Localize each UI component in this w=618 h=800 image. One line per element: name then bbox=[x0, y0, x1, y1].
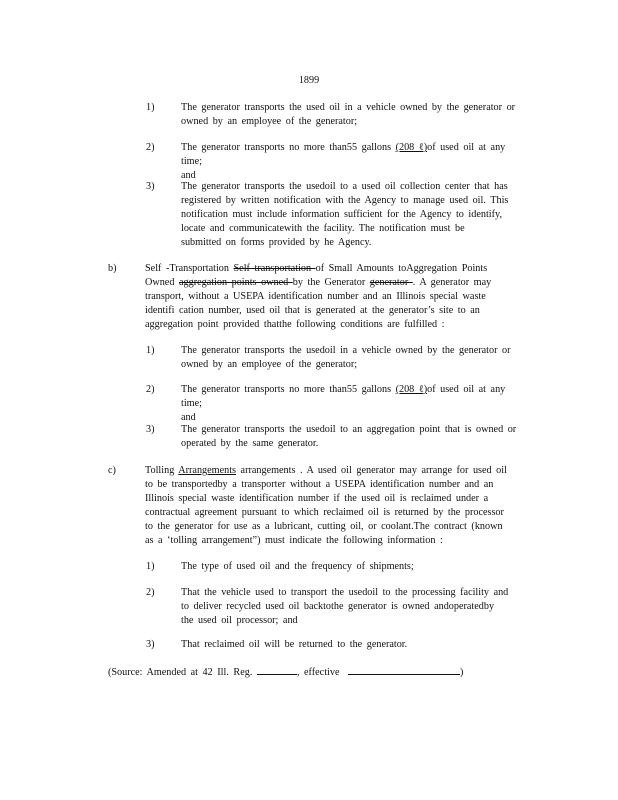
subsection-text: transport, without a USEPA identification number and an Illinois special waste bbox=[145, 291, 486, 302]
item-text: That reclaimed oil will be returned to the generator. bbox=[181, 639, 408, 650]
source-text: (Source: Amended at 42 Ill. Reg. , effective ) bbox=[108, 664, 463, 680]
item-text: locate and communicatewith the facility. The notification must be bbox=[181, 223, 465, 234]
subsection-text: to be transportedby a transporter without a USEPA identification number and an bbox=[145, 479, 494, 490]
item-text: The generator transports the usedoil in a vehicle owned by the generator or bbox=[181, 345, 511, 356]
item-text: The generator transports the usedoil to a used oil collection center that has bbox=[181, 181, 508, 192]
deleted-text: generator bbox=[369, 277, 413, 288]
subsection-text: to the generator for use as a lubricant, cutting oil, or coolant.The contract (known bbox=[145, 521, 503, 532]
item-number: 2) bbox=[146, 587, 155, 598]
subsection-text: as a ‘tolling arrangement”) must indicate the following information : bbox=[145, 535, 443, 546]
subsection-text: identifi cation number, used oil that is generated at the generator’s site to an bbox=[145, 305, 480, 316]
item-number: 3) bbox=[146, 181, 155, 192]
effective-date-blank bbox=[348, 664, 460, 675]
item-number: 1) bbox=[146, 561, 155, 572]
item-number: 3) bbox=[146, 639, 155, 650]
item-text: The generator transports no more than55 gallons (208 ℓ)of used oil at any bbox=[181, 142, 506, 153]
item-number: 1) bbox=[146, 345, 155, 356]
item-text: The generator transports no more than55 gallons (208 ℓ)of used oil at any bbox=[181, 384, 506, 395]
subsection-text: aggregation point provided thatthe following conditions are fulfilled : bbox=[145, 319, 445, 330]
item-number: 1) bbox=[146, 102, 155, 113]
subsection-heading: Tolling Arrangements arrangements . A used oil generator may arrange for used oil bbox=[145, 465, 507, 476]
subsection-label: c) bbox=[108, 465, 116, 476]
item-text: to deliver recycled used oil backtothe generator is owned andoperatedby bbox=[181, 601, 495, 612]
item-text: That the vehicle used to transport the usedoil to the processing facility and bbox=[181, 587, 509, 598]
item-text: The generator transports the used oil in a vehicle owned by the generator or bbox=[181, 102, 516, 113]
subsection-text: Owned aggregation points owned by the Generator generator . A generator may bbox=[145, 277, 492, 288]
subsection-heading: Self -Transportation Self transportation of Small Amounts toAggregation Points bbox=[145, 263, 488, 274]
item-text: operated by the same generator. bbox=[181, 438, 319, 449]
inserted-text: Arrangements bbox=[178, 465, 236, 476]
item-number: 3) bbox=[146, 424, 155, 435]
item-text: notification must include information sufficient for the Agency to identify, bbox=[181, 209, 503, 220]
volume-insert: (208 ℓ) bbox=[395, 384, 428, 395]
subsection-label: b) bbox=[108, 263, 117, 274]
item-text: owned by an employee of the generator; bbox=[181, 116, 358, 127]
item-text: The generator transports the usedoil to an aggregation point that is owned or bbox=[181, 424, 517, 435]
item-text: submitted on forms provided by he Agency. bbox=[181, 237, 372, 248]
subsection-text: Illinois special waste identification number if the used oil is reclaimed under a bbox=[145, 493, 489, 504]
item-text: The type of used oil and the frequency of shipments; bbox=[181, 561, 414, 572]
volume-insert: (208 ℓ) bbox=[395, 142, 428, 153]
deleted-text: aggregation points owned bbox=[178, 277, 293, 288]
page-number: 1899 bbox=[298, 75, 320, 86]
subsection-text: contractual agreement pursuant to which reclaimed oil is returned by the processor bbox=[145, 507, 504, 518]
item-text: time; and bbox=[181, 156, 202, 181]
reg-page-blank bbox=[257, 664, 297, 675]
item-text: the used oil processor; and bbox=[181, 615, 298, 626]
item-number: 2) bbox=[146, 142, 155, 153]
item-text: owned by an employee of the generator; bbox=[181, 359, 358, 370]
item-text: registered by written notification with the Agency to manage used oil. This bbox=[181, 195, 509, 206]
deleted-text: Self transportation bbox=[233, 263, 316, 274]
item-number: 2) bbox=[146, 384, 155, 395]
item-text: time; and bbox=[181, 398, 202, 423]
